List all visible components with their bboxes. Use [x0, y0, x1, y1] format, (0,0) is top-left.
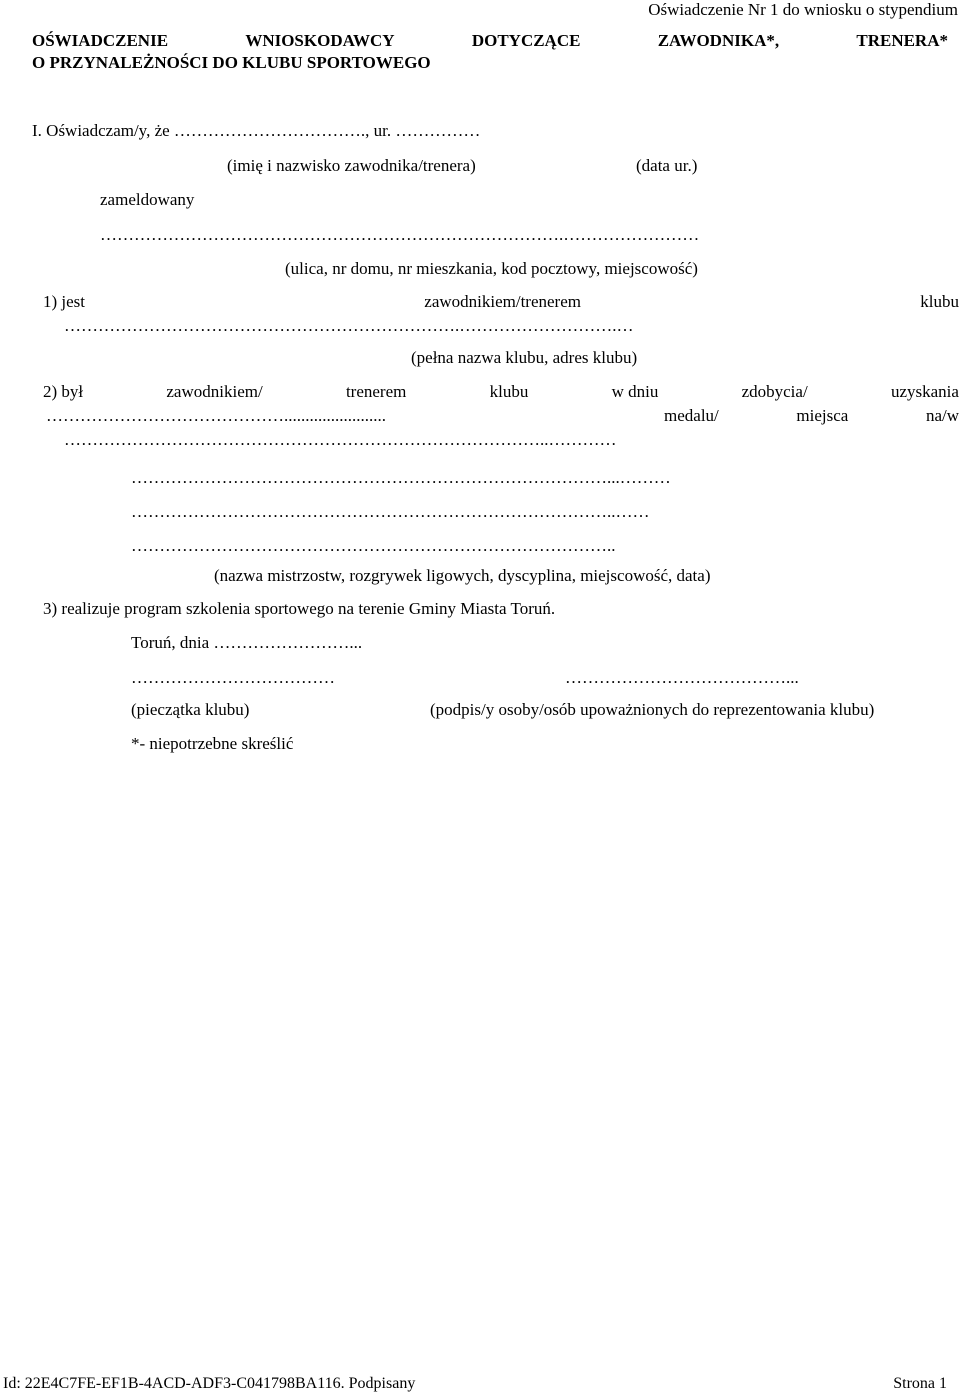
competition-fill-line-4: ………………………………………………………………………….. — [131, 536, 616, 555]
document-title-line2: O PRZYNALEŻNOŚCI DO KLUBU SPORTOWEGO — [32, 53, 431, 72]
title-word: DOTYCZĄCE — [471, 31, 581, 50]
address-hint: (ulica, nr domu, nr mieszkania, kod pocztowy, miejscowość) — [285, 259, 698, 278]
footer-page-number: Strona 1 — [893, 1375, 947, 1392]
competition-fill-line-1: …………………………………………………………………………..………… — [64, 430, 617, 449]
item2-line2-word: miejsca — [796, 406, 849, 425]
item1-word: klubu — [920, 292, 959, 311]
competition-fill-line-3: …………………………………………………………………………..…… — [131, 502, 650, 521]
competition-fill-line-2: …………………………………………………………………………...……… — [131, 468, 671, 487]
stamp-fill-line: ……………………………… — [131, 668, 335, 687]
item2-line1-word: klubu — [489, 382, 529, 401]
declaration-intro: I. Oświadczam/y, że ……………………………., ur. …………… — [32, 121, 481, 140]
place-date: Toruń, dnia ……………………... — [131, 633, 363, 652]
item3-text: 3) realizuje program szkolenia sportowego na terenie Gminy Miasta Toruń. — [43, 599, 556, 618]
club-fill-line: …………………………………………………………….……………………….… — [64, 316, 634, 335]
signature-hint: (podpis/y osoby/osób upoważnionych do reprezentowania klubu) — [430, 700, 875, 719]
attachment-label: Oświadczenie Nr 1 do wniosku o stypendium — [648, 0, 958, 19]
item2-line2-dots: ……………………………………........................ — [46, 406, 386, 425]
name-hint: (imię i nazwisko zawodnika/trenera) — [227, 156, 476, 175]
item2-line1-word: zdobycia/ — [741, 382, 808, 401]
competition-hint: (nazwa mistrzostw, rozgrywek ligowych, dyscyplina, miejscowość, data) — [214, 566, 711, 585]
document-title-line1 — [32, 31, 948, 51]
footer-document-id: Id: 22E4C7FE-EF1B-4ACD-ADF3-C041798BA116. Podpisany — [3, 1375, 416, 1392]
footnote: *- niepotrzebne skreślić — [131, 734, 294, 753]
title-word: OŚWIADCZENIE — [32, 31, 169, 50]
item2-line2-words — [664, 406, 959, 426]
title-word: WNIOSKODAWCY — [245, 31, 395, 50]
registered-label: zameldowany — [100, 190, 195, 209]
item2-line1-word: uzyskania — [890, 382, 959, 401]
birthdate-hint: (data ur.) — [636, 156, 698, 175]
item2-line1-word: w dniu — [611, 382, 659, 401]
item1-word: zawodnikiem/trenerem — [424, 292, 581, 311]
item2-line1-word: trenerem — [345, 382, 407, 401]
title-word: TRENERA* — [856, 31, 948, 50]
signature-fill-line: …………………………………... — [565, 668, 799, 687]
title-word: ZAWODNIKA*, — [657, 31, 780, 50]
address-fill-line: ……………………………………………………………………….…………………… — [100, 225, 700, 244]
club-hint: (pełna nazwa klubu, adres klubu) — [411, 348, 638, 367]
item2-line2-word: medalu/ — [664, 406, 719, 425]
item2-line2-word: na/w — [925, 406, 959, 425]
item2-line1-word: 2) był — [43, 382, 84, 401]
item1-line — [43, 292, 959, 312]
stamp-hint: (pieczątka klubu) — [131, 700, 250, 719]
item2-line1 — [43, 382, 959, 402]
item1-word: 1) jest — [43, 292, 86, 311]
item2-line1-word: zawodnikiem/ — [166, 382, 263, 401]
